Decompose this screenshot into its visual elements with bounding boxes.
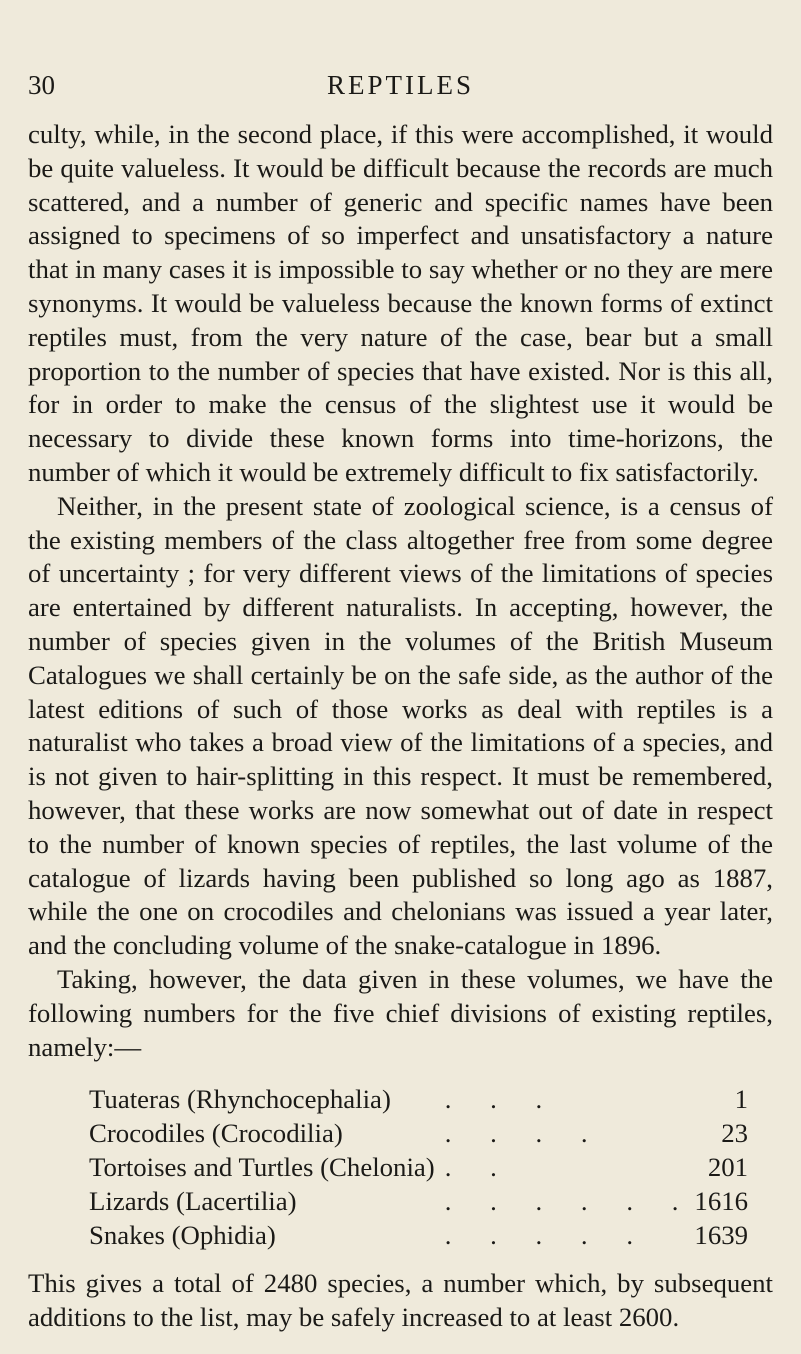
table-row [89, 1151, 748, 1185]
table-row [89, 1219, 748, 1253]
table-row [89, 1083, 748, 1117]
species-count-table [89, 1083, 748, 1252]
table-row [89, 1185, 748, 1219]
species-count: 201 [707, 1151, 749, 1182]
running-head: REPTILES [326, 70, 474, 100]
species-count: 1639 [694, 1219, 749, 1250]
leader-dots: . . . . [444, 1118, 604, 1149]
table-row [89, 1117, 748, 1151]
closing-paragraph: This gives a total of 2480 species, a number which, by subsequent additions to the list, may be safely increased to at least 2600. [28, 1268, 773, 1333]
division-name: Crocodiles (Crocodilia) [89, 1118, 343, 1149]
leader-dots: . . . . . . [444, 1185, 695, 1216]
page-number: 30 [28, 70, 55, 100]
leader-dots: . . . [444, 1084, 559, 1115]
division-name: Lizards (Lacertilia) [89, 1185, 297, 1216]
paragraph-1: culty, while, in the second place, if this were accomplished, it would be quite valueless. It would be difficult because the records are much scattered, and a number of generic and specific names have been assigned to specimens of so imperfect and unsatisfactory a nature that in many cases it is impossible to say whether or no they are mere synonyms. It would be valueless because the known forms of extinct reptiles must, from the very nature of the case, bear but a small proportion to the number of species that have existed. Nor is this all, for in order to make the census of the slightest use it would be necessary to divide these known forms into time-horizons, the number of which it would be extremely difficult to fix satisfactorily. [28, 119, 773, 487]
leader-dots: . . [444, 1151, 513, 1182]
division-name: Tuateras (Rhynchocephalia) [89, 1084, 391, 1115]
leader-dots: . . . . . [444, 1219, 650, 1250]
paragraph-2: Neither, in the present state of zoological science, is a census of the existing members of the class altogether free from some degree of uncertainty ; for very different views of the limitations of species are entertained by different naturalists. In accepting, however, the number of species given in the volumes of the British Museum Catalogues we shall certainly be on the safe side, as the author of the latest editions of such of those works as deal with reptiles is a naturalist who takes a broad view of the limitations of a species, and is not given to hair-splitting in this respect. It must be remembered, however, that these works are now somewhat out of date in respect to the number of known species of reptiles, the last volume of the catalogue of lizards having been published so long ago as 1887, while the one on crocodiles and chelonians was issued a year later, and the concluding volume of the snake-catalogue in 1896. [28, 490, 773, 961]
division-name: Tortoises and Turtles (Chelonia) [89, 1151, 435, 1182]
body-text [28, 118, 773, 1335]
species-count: 1 [734, 1084, 749, 1115]
division-name: Snakes (Ophidia) [89, 1219, 276, 1250]
species-count: 23 [721, 1118, 749, 1149]
species-count: 1616 [694, 1185, 749, 1216]
paragraph-3: Taking, however, the data given in these volumes, we have the following numbers for the five chief divisions of existing reptiles, namely:— [28, 963, 773, 1062]
